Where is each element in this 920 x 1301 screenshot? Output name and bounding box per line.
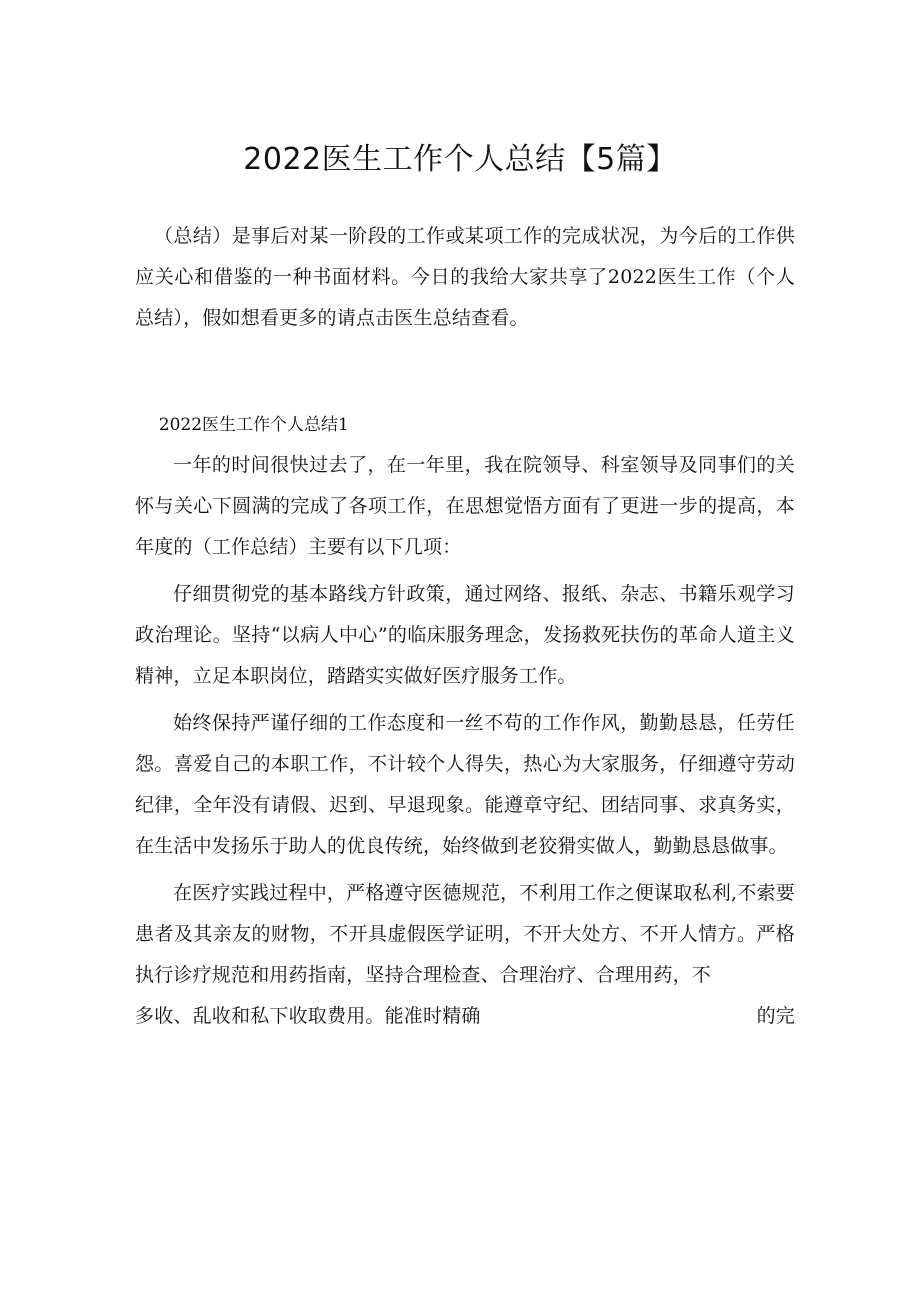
body-paragraph-4-tail xyxy=(135,996,795,1037)
body-paragraph-3: 始终保持严谨仔细的工作态度和一丝不苟的工作作风，勤勤恳恳，任劳任怨。喜爱自己的本职工作，不计较个人得失，热心为大家服务，仔细遵守劳动纪律，全年没有请假、迟到、早退现象。能遵章守纪、团结同事、求真务实，在生活中发扬乐于助人的优良传统，始终做到老狡猾实做人，勤勤恳恳做事。 xyxy=(135,712,795,857)
tail-left-text: 多收、乱收和私下收取费用。能准时精确 xyxy=(135,1005,481,1027)
body-paragraph-2: 仔细贯彻党的基本路线方针政策，通过网络、报纸、杂志、书籍乐观学习政治理论。坚持“以病人中心”的临床服务理念，发扬救死扶伤的革命人道主义精神，立足本职岗位，踏踏实实做好医疗服务工作。 xyxy=(135,583,795,687)
section-heading: 2022医生工作个人总结1 xyxy=(158,415,349,435)
tail-right-text: 的完 xyxy=(756,1005,795,1027)
intro-paragraph: （总结）是事后对某一阶段的工作或某项工作的完成状况，为今后的工作供应关心和借鉴的一种书面材料。今日的我给大家共享了2022医生工作（个人总结），假如想看更多的请点击医生总结查看。 xyxy=(135,225,795,329)
document-body xyxy=(135,216,795,1037)
body-paragraph-4: 在医疗实践过程中，严格遵守医德规范，不利用工作之便谋取私利,不索要患者及其亲友的财物，不开具虚假医学证明，不开大处方、不开人情方。严格执行诊疗规范和用药指南，坚持合理检查、合理治疗、合理用药，不 xyxy=(135,882,795,986)
body-paragraph-1: 一年的时间很快过去了，在一年里，我在院领导、科室领导及同事们的关怀与关心下圆满的完成了各项工作，在思想觉悟方面有了更进一步的提高，本年度的（工作总结）主要有以下几项： xyxy=(135,454,795,558)
document-title: 2022医生工作个人总结【5篇】 xyxy=(243,142,677,177)
